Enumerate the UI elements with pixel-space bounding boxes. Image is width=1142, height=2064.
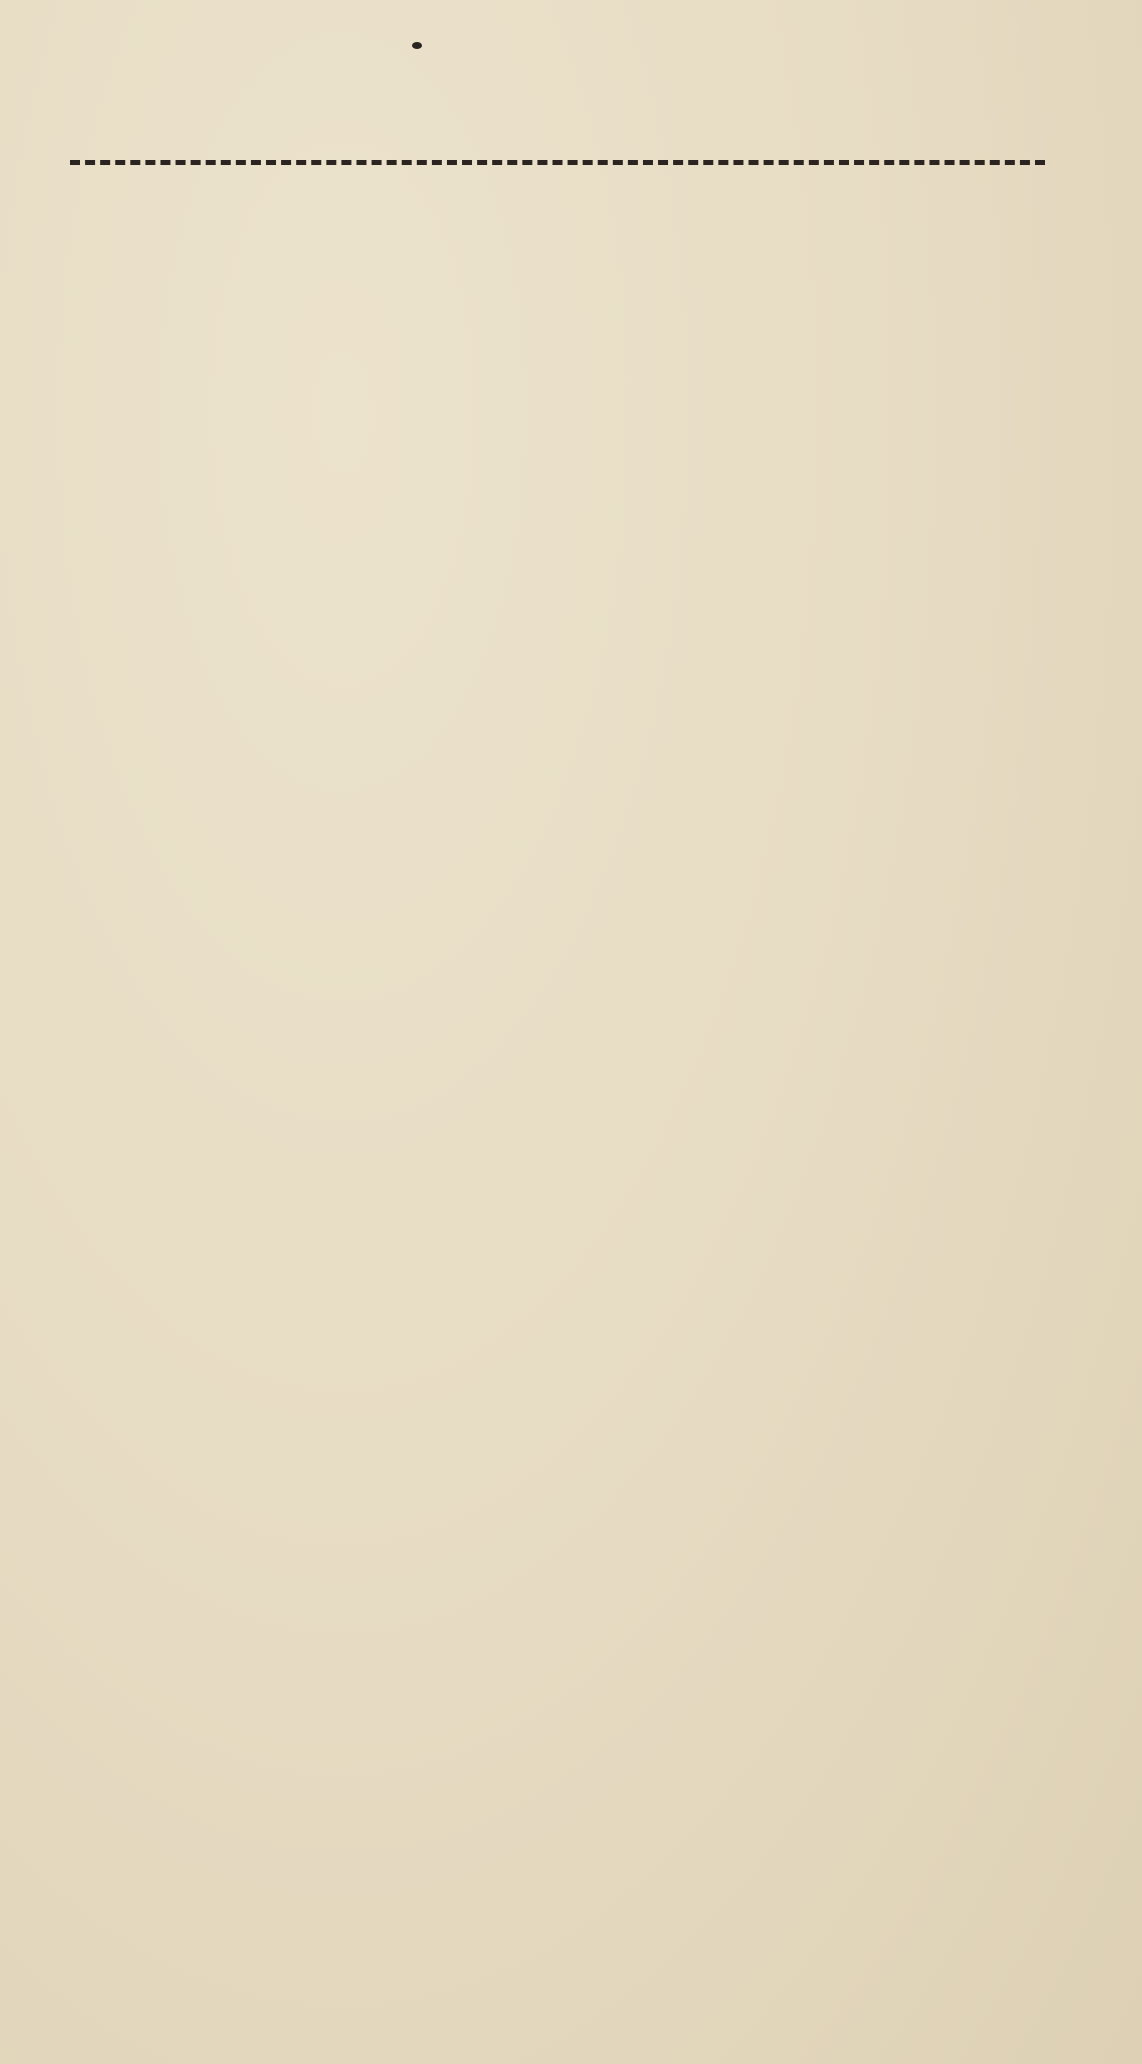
ink-dot [412,42,422,49]
header-rule [70,160,1045,165]
